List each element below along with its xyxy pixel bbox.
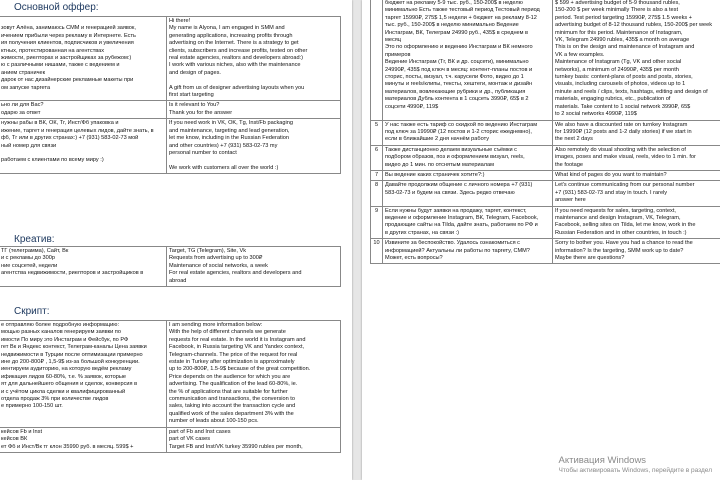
cell-line: и с рекламы до 300р	[1, 255, 55, 262]
cell-line: отдела продаж 3% при количестве лидов	[1, 396, 109, 403]
cell-line: period. Test period targeting 15990₽, 275$ 1.5 weeks +	[555, 14, 693, 21]
cell-line: 583-02-73 и будем на связи. Здесь редко отвечаю	[385, 189, 515, 196]
cell-line: Telegram-channels. The price of the request for real	[169, 351, 298, 358]
cell-line: е примерно 100-150 шт.	[1, 403, 63, 410]
cell-line: Russian Federation and in other countries, in touch :)	[555, 229, 687, 236]
cell-line: Если нужны будут заявки на продажу, таргет, контекст,	[385, 207, 527, 214]
cell-line: подбором образов, поз и оформлением визуал, reels,	[385, 154, 525, 161]
en-cell	[167, 427, 341, 452]
cell-line: Maintenance of Instagram (Tg, VK and other social	[555, 59, 682, 66]
cell-line: If you need work in VK, OK, Tg, Inst/Fb packaging	[169, 120, 293, 127]
document-page-left	[0, 0, 352, 480]
ru-cell	[383, 120, 553, 145]
cell-line	[1, 278, 164, 285]
en-cell	[167, 321, 341, 428]
cell-line: ификация лидов 60-80%, т.е. % заявок, которые	[1, 373, 126, 380]
cell-line: Извините за беспокойство. Удалось ознакомиться с	[385, 240, 520, 247]
cell-line: part of Fb and Inst cases	[169, 428, 231, 435]
cell-line: минуты и reels/клипы, тексты, хештеги, монтаж и дизайн	[385, 81, 533, 88]
cell-line: Is it relevant to You?	[169, 102, 220, 109]
cell-line: Facebook, in Russia targeting VK and Yandex context,	[169, 344, 305, 351]
cell-line: под ключ за 19990₽ (12 постов и 1-2 сторис ежедневно),	[385, 128, 532, 135]
cell-line: Это по оформлению и ведению Инстаграм и ВК немного	[385, 44, 533, 51]
cell-line	[1, 150, 164, 157]
table-row	[371, 181, 720, 206]
cell-line: сторис, посты, визуал, т.ч. карусели Фото, видео до 1	[385, 74, 524, 81]
cell-line: and design of pages.	[169, 69, 221, 76]
cell-line: answer here	[555, 197, 586, 204]
cell-line: clients, subscribers and increase profits, tested on other	[169, 47, 308, 54]
section-heading-script: Скрипт:	[14, 306, 50, 317]
en-cell	[553, 239, 720, 264]
cell-line: communication and transactions, the conversion to	[169, 396, 295, 403]
cell-line: Target, TG (Telegram), Site, Vk	[169, 248, 246, 254]
cell-line: the next 2 days	[555, 136, 593, 143]
section-heading-creative: Креатив:	[14, 234, 55, 245]
cell-line: ижение, таргет и генерация целевых лидов, дайте знать, в	[1, 127, 154, 134]
cell-line: гет Вк и Яндекс контекст, Телеграм-каналы Цена заявки	[1, 344, 147, 351]
cell-line: минимально Есть также тестовый период Тестовый период	[385, 7, 540, 14]
cell-line: Может, есть вопросы?	[385, 255, 443, 261]
cell-line: Hi there!	[169, 18, 191, 24]
cell-line: abroad	[169, 277, 187, 284]
cell-line: тыс. руб., 150-200$ в неделю минимально Ведение	[385, 22, 519, 29]
table-row	[371, 239, 720, 264]
cell-line: VK a few examples.	[555, 51, 605, 58]
ru-cell	[0, 17, 167, 101]
cell-line: estate in Turkey after optimization is approximately	[169, 359, 295, 366]
en-cell	[167, 17, 341, 101]
ru-cell	[0, 247, 167, 287]
cell-line: requests for real estate. In the world it is Instagram and	[169, 336, 306, 343]
cell-line: Facebook, selling sites on Tilda, let me know, work in the	[555, 222, 696, 229]
en-cell	[553, 206, 720, 239]
cell-line: minute and reels / clips, texts, hashtags, editing and design of	[555, 88, 708, 95]
cell-line: кейсов Fb и Inst	[1, 428, 43, 435]
windows-activation-watermark	[559, 456, 713, 476]
section-heading-main-offer: Основной оффер:	[14, 2, 99, 13]
cell-line: Также дистанционно делаем визуальные съёмки с	[385, 146, 517, 153]
cell-line: материалов, вовлекающие рубрики и др., публикация	[385, 88, 526, 95]
cell-line: Maintenance of social networks, a week	[169, 262, 268, 269]
cell-line: VK, Telegram 24990 rubles, 435$ a month on average	[555, 37, 690, 44]
cell-line: мощью разных каналов генерируем заявки по	[1, 329, 121, 336]
cell-line: ьно ли для Вас?	[1, 102, 44, 109]
cell-line: turnkey basis: content-plans of posts and posts, stories,	[555, 74, 693, 81]
cell-line: ичением прибыли через рекламу в Интернете. Есть	[1, 32, 136, 39]
cell-line: Инстаграм, ВК, Телеграм 24990 руб., 435$ в среднем в	[385, 29, 529, 36]
cell-line: to 2 social networks 4990₽, 119$	[555, 111, 637, 118]
cell-line: фб, Тг или в других странах:) +7 (931) 583-02-73 мой	[1, 135, 139, 142]
en-cell	[553, 170, 720, 180]
cell-line: We also have a discounted rate on turnkey Instagram	[555, 121, 688, 128]
script-table-continued	[370, 0, 720, 264]
cell-line: for 19990₽ (12 posts and 1-2 daily stories) if we start in	[555, 128, 692, 135]
cell-line: advertising. The qualification of the lead 60-80%, ie.	[169, 381, 298, 388]
table-row	[0, 321, 341, 428]
cell-line: Sorry to bother you. Have you had a chance to read the	[555, 240, 693, 247]
script-table	[0, 320, 341, 453]
row-number: 6	[371, 145, 383, 170]
cell-line: If you need requests for sales, targeting, context,	[555, 207, 676, 214]
cell-line: примеров	[385, 51, 411, 58]
table-row	[0, 17, 341, 101]
ru-cell	[383, 145, 553, 170]
cell-line: ный номер для связи	[1, 142, 57, 149]
cell-line: Вы ведение каких страничек хотите?:)	[385, 171, 485, 178]
cell-line: если в ближайшие 2 дня начнём работу	[385, 136, 490, 143]
cell-line: таргет 15990₽, 275$ 1,5 недели + бюджет на рекламу 8-12	[385, 14, 537, 21]
cell-line: 24990₽, 435$ под ключ в месяц: контент-планы постов и	[385, 66, 533, 73]
ru-cell	[0, 119, 167, 174]
cell-line: Target FB and Inst/VK turkey 35990 rubles per month,	[169, 443, 303, 450]
document-page-right	[362, 0, 720, 480]
table-row	[371, 145, 720, 170]
table-row	[371, 170, 720, 180]
cell-line	[169, 157, 338, 164]
cell-line: This is on the design and maintenance of Instagram and	[555, 44, 695, 51]
cell-line: соцсети 4990₽, 119$	[385, 103, 439, 110]
cell-line: ю с различными нишами, также с ведением и	[1, 62, 120, 69]
en-cell	[553, 145, 720, 170]
cell-line: нужны рабы в ВК, ОК, Тг, Инст/Фб упаковка и	[1, 120, 119, 127]
cell-line: одарю за ответ	[1, 109, 41, 116]
cell-line: part of VK cases	[169, 436, 211, 443]
cell-line: let me know, including in the Russian Federation	[169, 135, 290, 142]
table-row	[371, 0, 720, 120]
cell-line: ине до 200-800₽ , 1,5-9$ из-за большой конкуренции.	[1, 359, 140, 366]
cell-line: A gift from us of designer advertising layouts when you	[169, 84, 305, 91]
cell-line: Let's continue communicating from our personal number	[555, 182, 695, 189]
cell-line: анием страничек	[1, 69, 46, 76]
table-row	[0, 247, 341, 287]
en-cell	[553, 181, 720, 206]
table-row	[0, 101, 341, 119]
cell-line: Thank you for the answer	[169, 109, 233, 116]
cell-line: агентства недвижимости, риелторов и застройщиков в	[1, 270, 144, 277]
cell-line: maintenance and design Instagram, VK, Telegram,	[555, 214, 681, 221]
cell-line: информацией? Актуальны ли работы по таргету, СММ?	[385, 247, 530, 254]
cell-line: бюджет на рекламу 5-9 тыс. руб., 150-200$ в неделю	[385, 0, 523, 6]
cell-line: ет Фб и Инст/Вк тг клон 35990 руб. в месяц. 599$ +	[1, 443, 134, 450]
cell-line: qualified work of the sales department 3% with the	[169, 410, 294, 417]
cell-line: ом запуске таргета	[1, 84, 51, 91]
table-row	[0, 119, 341, 174]
ru-cell	[383, 0, 553, 120]
cell-line: Maybe there are questions?	[555, 255, 625, 261]
cell-line: number of leads about 100-150 pcs.	[169, 418, 259, 425]
cell-line: ктных, протестированная на агентствах	[1, 47, 105, 54]
cell-line: materials. Take content to 1 social network 3990₽, 65$	[555, 103, 691, 110]
cell-line: I am sending more information below:	[169, 322, 263, 328]
cell-line: advertising on the Internet. There is a strategy to get	[169, 40, 299, 47]
cell-line: ние соцсетей, недели	[1, 262, 58, 269]
ru-cell	[383, 239, 553, 264]
cell-line: У нас также есть тариф со скидкой по ведению Инстаграм	[385, 121, 538, 128]
cell-line: With the help of different channels we generate	[169, 329, 286, 336]
cell-line: I work with various niches, also with the maintenance	[169, 62, 301, 69]
en-cell	[553, 0, 720, 120]
cell-line: What kind of pages do you want to maintain?	[555, 171, 667, 178]
cell-line: networks), a minimum of 24990₽, 435$ per month	[555, 66, 679, 73]
cell-line: Requests from advertising up to 300₽	[169, 255, 263, 262]
cell-line: +7 (931) 583-02-73 and stay in touch. I rarely	[555, 189, 668, 196]
cell-line: 150-200 $ per week minimally There is also a test	[555, 7, 679, 14]
cell-line: Price depends on the audience for which you are	[169, 373, 291, 380]
cell-line: в других странах, на связи :)	[385, 229, 459, 236]
cell-line: видео до 1 мин. по отснятым материалам	[385, 161, 494, 168]
row-number: 9	[371, 206, 383, 239]
cell-line: Ведение Инстаграм (Тг, ВК и др. соцсети), минимально	[385, 59, 529, 66]
cell-line: и с учётом цикла сделки и квалифицированный	[1, 388, 126, 395]
row-number: 5	[371, 120, 383, 145]
row-number: 8	[371, 181, 383, 206]
cell-line: ят для дальнейшего общения и сделок, конверсия в	[1, 381, 138, 388]
cell-line: месяц	[385, 37, 401, 44]
cell-line: the % of applications that are suitable for further	[169, 388, 288, 395]
cell-line: жимости, риелторах и застройщиках за рубежом:)	[1, 55, 132, 62]
cell-line: зовут Алёна, занимаюсь СММ и генерацией заявок,	[1, 25, 136, 32]
watermark-title: Активация Windows	[558, 455, 647, 466]
ru-cell	[0, 101, 167, 119]
row-number: 7	[371, 170, 383, 180]
cell-line: Also remotely do visual shooting with the selection of	[555, 146, 686, 153]
cell-line: We work with customers all over the world :)	[169, 164, 279, 171]
row-number: 10	[371, 239, 383, 264]
cell-line: personal number to contact	[169, 149, 237, 156]
ru-cell	[0, 321, 167, 428]
ru-cell	[383, 170, 553, 180]
ru-cell	[383, 181, 553, 206]
cell-line: ведение и оформление Instagram, ВК, Telegram, Facebook,	[385, 214, 539, 221]
cell-line: Давайте продолжим общение с личного номера +7 (931)	[385, 182, 533, 189]
watermark-subtitle: Чтобы активировать Windows, перейдите в раздел	[558, 467, 712, 474]
ru-cell	[0, 427, 167, 452]
cell-line: ТГ (телеграмма), Сайт, Вк	[1, 248, 69, 254]
cell-line: е отправляю более подробную информацию:	[1, 322, 119, 328]
en-cell	[553, 120, 720, 145]
ru-cell	[383, 206, 553, 239]
cell-line: кейсов ВК	[1, 436, 28, 443]
en-cell	[167, 119, 341, 174]
cell-line: sales, taking into account the transaction cycle and	[169, 403, 296, 410]
table-row	[371, 206, 720, 239]
row-number	[371, 0, 383, 120]
cell-line: иентируем аудиторию, на которую ведём рекламу	[1, 366, 132, 373]
cell-line: generating applications, increasing profits through	[169, 32, 293, 39]
en-cell	[167, 247, 341, 287]
cell-line: недвижимости в Турции после оптимизации примерно	[1, 351, 143, 358]
cell-line: real estate agencies, realtors and developers abroad:)	[169, 55, 304, 62]
cell-line: and other countries) +7 (931) 583-02-73 my	[169, 142, 278, 149]
creative-table	[0, 246, 341, 287]
cell-line: дарок от нас дизайнерские рекламные макеты при	[1, 77, 134, 84]
cell-line: advertising budget of 8-12 thousand rubles, 150-200$ per week	[555, 22, 713, 29]
cell-line: имости По миру это Инстаграм и Фейсбук, по РФ	[1, 336, 129, 343]
cell-line: работаем с клиентами по всему миру :)	[1, 157, 104, 164]
cell-line: the footage	[555, 161, 583, 168]
cell-line: My name is Alyona, I am engaged in SMM and	[169, 25, 285, 32]
cell-line: first start targeting	[169, 92, 214, 99]
cell-line	[169, 77, 338, 84]
main-offer-table	[0, 16, 341, 174]
table-row	[371, 120, 720, 145]
cell-line: images, poses and make visual, reels, video to 1 min. for	[555, 154, 696, 161]
cell-line: materials, engaging rubrics, etc., publication of	[555, 96, 671, 103]
cell-line: minimum for this period. Maintenance of Instagram,	[555, 29, 683, 36]
cell-line: материалов Дубль контента в 1 соцсеть 3990₽, 65$ в 2	[385, 96, 529, 103]
cell-line: and maintenance, targeting and lead generation,	[169, 127, 290, 134]
cell-line: продающие сайты на Tilda, дайте знать, работаем по РФ и	[385, 222, 538, 229]
en-cell	[167, 101, 341, 119]
cell-line: For real estate agencies, realtors and developers and	[169, 270, 302, 277]
cell-line: ия получения клиентов, подписчиков и увеличения	[1, 40, 134, 47]
cell-line: up to 200-800₽, 1.5-9$ because of the great competition.	[169, 366, 311, 373]
cell-line: visuals, including carousels of photos, videos up to 1	[555, 81, 686, 88]
cell-line	[1, 18, 164, 25]
cell-line: $ 599 + advertising budget of 5-9 thousand rubles,	[555, 0, 680, 6]
cell-line: information? Is the targeting, SMM work up to date?	[555, 247, 684, 254]
table-row	[0, 427, 341, 452]
